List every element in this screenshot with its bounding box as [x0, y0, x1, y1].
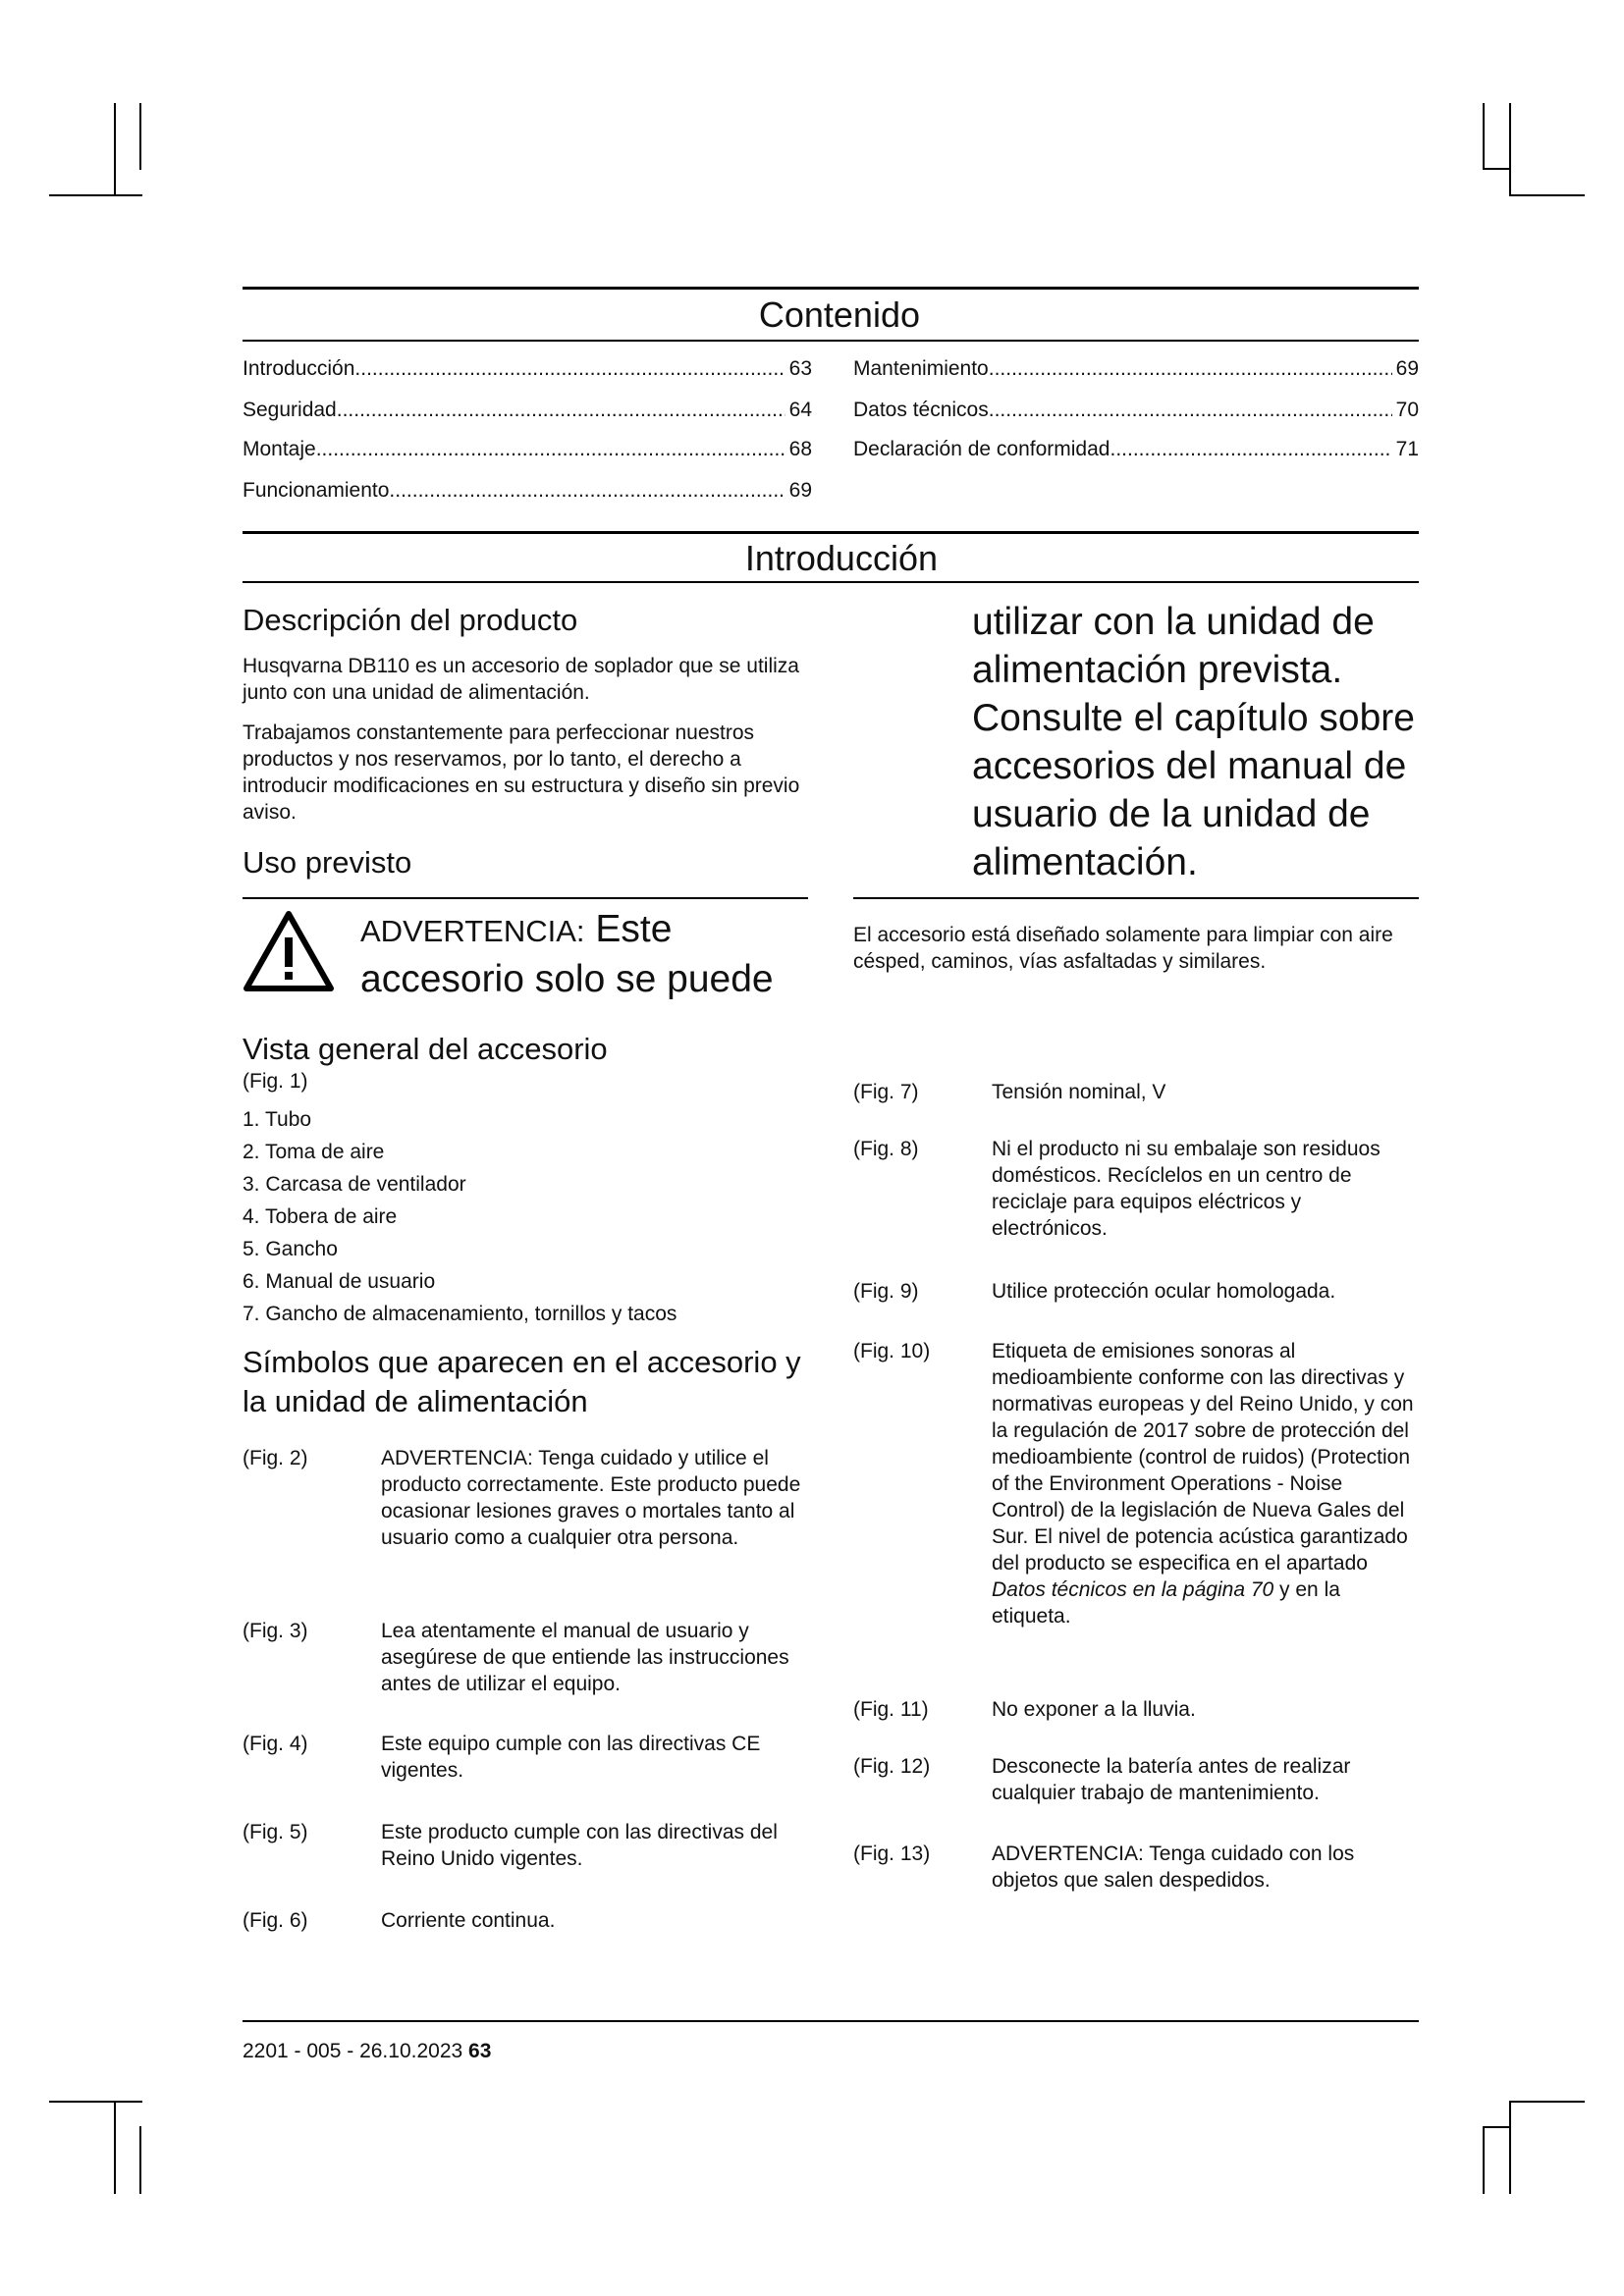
symbol-row-fig6: (Fig. 6) Corriente continua.: [243, 1909, 556, 1932]
intro-title: Introducción: [744, 538, 938, 578]
symbol-row-fig13: (Fig. 13) ADVERTENCIA: Tenga cuidado con los objetos que salen despedidos.: [853, 1842, 1355, 1892]
symbol-row-fig2: (Fig. 2) ADVERTENCIA: Tenga cuidado y utilice el producto correctamente. Este producto puede ocasionar lesiones graves o mortales tanto al usuario como a cualquier otra persona.: [243, 1447, 801, 1549]
symbol-row-fig10: (Fig. 10) Etiqueta de emisiones sonoras al medioambiente conforme con las directivas y normativas europeas y del Reino Unido, y con la regulación de 2017 sobre de protección del medioambiente (control de ruidos) (Protection of the Environment Operations - Noise Control) de la legislación de Nueva Gales del Sur. El nivel de potencia acústica garantizado del producto se especifica en el apartado Datos técnicos en la página 70 y en la etiqueta.: [853, 1338, 1419, 1629]
footer-page-number: 63: [468, 2040, 492, 2062]
symbol-row-fig3: (Fig. 3) Lea atentamente el manual de usuario y asegúrese de que entiende las instrucciones antes de utilizar el equipo.: [243, 1620, 789, 1695]
list-item: 5. Gancho: [243, 1238, 338, 1260]
symbol-row-fig8: (Fig. 8) Ni el producto ni su embalaje son residuos domésticos. Recíclelos en un centro de reciclaje para equipos eléctricos y electrónicos.: [853, 1138, 1380, 1240]
list-item: 3. Carcasa de ventilador: [243, 1173, 466, 1196]
contents-title: Contenido: [758, 294, 920, 335]
toc-entry-funcionamiento[interactable]: Funcionamiento ..... 69: [243, 477, 812, 505]
product-description-p2: Trabajamos constantemente para perfeccionar nuestros productos y nos reservamos, por lo tanto, el derecho a introducir modificaciones en su estructura y diseño sin previo aviso.: [243, 721, 800, 824]
contents-top-rule: [243, 287, 1419, 290]
list-item: 6. Manual de usuario: [243, 1270, 436, 1293]
toc-entry-montaje[interactable]: Montaje ..... 68: [243, 436, 812, 463]
warning-top-rule-left: [243, 897, 808, 899]
list-item: 4. Tobera de aire: [243, 1205, 398, 1228]
symbol-row-fig12: (Fig. 12) Desconecte la batería antes de realizar cualquier trabajo de mantenimiento.: [853, 1755, 1351, 1804]
list-item: 2. Toma de aire: [243, 1141, 385, 1163]
intro-title-rule: [243, 581, 1419, 583]
intended-use-text: El accesorio está diseñado solamente para limpiar con aire césped, caminos, vías asfaltadas y similares.: [853, 924, 1393, 973]
toc-entry-declaracion[interactable]: Declaración de conformidad ..... 71: [853, 436, 1419, 463]
toc-entry-introduccion[interactable]: Introducción ..... 63: [243, 355, 812, 383]
warning-text: [360, 905, 812, 1003]
overview-fig-ref: (Fig. 1): [243, 1070, 308, 1093]
symbol-row-fig11: (Fig. 11) No exponer a la lluvia.: [853, 1698, 1196, 1721]
warning-triangle-icon: [243, 910, 335, 992]
intro-top-rule: [243, 531, 1419, 534]
footer: [243, 2038, 491, 2065]
footer-doc-ref: 2201 - 005 - 26.10.2023: [243, 2040, 463, 2062]
symbol-row-fig7: (Fig. 7) Tensión nominal, V: [853, 1081, 1166, 1103]
product-description-heading: Descripción del producto: [243, 603, 578, 637]
toc-entry-mantenimiento[interactable]: Mantenimiento ..... 69: [853, 355, 1419, 383]
list-item: 7. Gancho de almacenamiento, tornillos y tacos: [243, 1303, 677, 1325]
warning-text-b: accesorio solo se puede: [360, 958, 774, 1000]
symbol-fig10-desc: Etiqueta de emisiones sonoras al medioambiente conforme con las directivas y normativas europeas y del Reino Unido, y con la regulación de 2017 sobre de protección del medioambiente (control de ruidos) (Protection of the Environment Operations - Noise Control) de la legislación de Nueva Gales del Sur. El nivel de potencia acústica garantizado del producto se especifica en el apartado Datos técnicos en la página 70 y en la etiqueta.: [992, 1340, 1414, 1628]
footer-rule: [243, 2020, 1419, 2022]
warning-continued: utilizar con la unidad de alimentación prevista. Consulte el capítulo sobre accesorios del manual de usuario de la unidad de alimentación.: [972, 601, 1415, 883]
symbol-row-fig5: (Fig. 5) Este producto cumple con las directivas del Reino Unido vigentes.: [243, 1821, 778, 1870]
warning-text-a: Este: [595, 908, 673, 950]
overview-heading: Vista general del accesorio: [243, 1032, 608, 1066]
intended-use-heading: Uso previsto: [243, 845, 412, 880]
datos-tecnicos-link[interactable]: Datos técnicos en la página 70: [992, 1578, 1274, 1601]
symbol-row-fig9: (Fig. 9) Utilice protección ocular homologada.: [853, 1280, 1336, 1303]
list-item: 1. Tubo: [243, 1108, 312, 1131]
overview-list: [243, 1103, 812, 1330]
warning-label: ADVERTENCIA:: [360, 914, 585, 948]
warning-bottom-rule-right: [853, 897, 1419, 899]
symbols-heading: Símbolos que aparecen en el accesorio y la unidad de alimentación: [243, 1345, 801, 1418]
toc-entry-datos-tecnicos[interactable]: Datos técnicos ..... 70: [853, 397, 1419, 424]
product-description-p1: Husqvarna DB110 es un accesorio de soplador que se utiliza junto con una unidad de alimentación.: [243, 655, 799, 704]
toc-entry-seguridad[interactable]: Seguridad ..... 64: [243, 397, 812, 424]
contents-title-rule: [243, 340, 1419, 342]
symbol-row-fig4: (Fig. 4) Este equipo cumple con las directivas CE vigentes.: [243, 1733, 761, 1782]
